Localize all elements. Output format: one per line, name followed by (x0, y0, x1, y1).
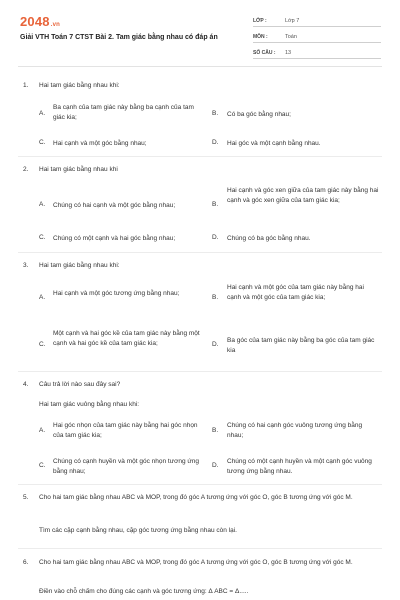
option-c-text[interactable]: Chúng có cạnh huyền và một góc nhọn tương ứng bằng nhau; (53, 458, 199, 475)
logo-suffix: .vn (50, 22, 61, 28)
question-number: 2. (23, 166, 29, 173)
question-number: 5. (23, 494, 29, 501)
option-b-text[interactable]: Có ba góc bằng nhau; (227, 111, 291, 118)
option-d-text[interactable]: Hai góc và một cạnh bằng nhau. (227, 140, 321, 147)
option-d-text[interactable]: Chúng có một cạnh huyền và một cạnh góc vuông tương ứng bằng nhau. (227, 458, 372, 475)
option-letter-c: C. (39, 462, 46, 469)
option-letter-d: D. (212, 139, 219, 146)
question-text: Cho hai tam giác bằng nhau ABC và MOP, trong đó góc A tương ứng với góc O, góc B tương ứng với góc M. (39, 494, 353, 501)
option-a-text[interactable]: Hai góc nhọn của tam giác này bằng hai góc nhọn của tam giác kia; (53, 422, 198, 439)
option-letter-b: B. (212, 201, 219, 208)
option-letter-b: B. (212, 294, 219, 301)
option-b-text[interactable]: Hai cạnh và một góc của tam giác này bằng hai cạnh và một góc của tam giác kia; (227, 284, 364, 301)
option-c-text[interactable]: Chúng có một cạnh và hai góc bằng nhau; (53, 235, 176, 242)
option-a-text[interactable]: Ba cạnh của tam giác này bằng ba cạnh của tam giác kia; (53, 104, 194, 121)
option-d-text[interactable]: Ba góc của tam giác này bằng ba góc của tam giác kia (227, 337, 375, 354)
option-letter-a: A. (39, 427, 46, 434)
meta-subject-label: MÔN : (253, 34, 268, 40)
meta-info (253, 12, 381, 60)
question-text: Hai tam giác bằng nhau khi: (39, 262, 120, 269)
question-text: Hai tam giác bằng nhau khi (39, 166, 118, 173)
question-subtext: Hai tam giác vuông bằng nhau khi: (39, 401, 140, 408)
meta-count-value: 13 (285, 50, 292, 56)
question-text: Cho hai tam giác bằng nhau ABC và MOP, trong đó góc A tương ứng với góc O, góc B tương ứng với góc M. (39, 559, 353, 566)
page-title: Giải VTH Toán 7 CTST Bài 2. Tam giác bằng nhau có đáp án (20, 34, 218, 41)
option-c-text[interactable]: Hai cạnh và một góc bằng nhau; (53, 140, 147, 147)
question-number: 6. (23, 559, 29, 566)
option-letter-d: D. (212, 462, 219, 469)
option-b-text[interactable]: Chúng có hai cạnh góc vuông tương ứng bằng nhau; (227, 422, 363, 439)
meta-class-value: Lớp 7 (285, 18, 300, 24)
option-letter-b: B. (212, 110, 219, 117)
site-logo[interactable] (20, 14, 60, 29)
divider (18, 548, 382, 549)
page-header (0, 0, 400, 62)
option-letter-d: D. (212, 341, 219, 348)
meta-class-label: LỚP : (253, 18, 267, 24)
option-letter-a: A. (39, 294, 46, 301)
question-number: 4. (23, 381, 29, 388)
option-letter-a: A. (39, 110, 46, 117)
question-text: Câu trả lời nào sau đây sai? (39, 381, 121, 388)
option-letter-c: C. (39, 341, 46, 348)
meta-subject-row (253, 28, 381, 43)
option-letter-c: C. (39, 139, 46, 146)
meta-count-label: SỐ CÂU : (253, 50, 276, 56)
option-c-text[interactable]: Một cạnh và hai góc kề của tam giác này bằng một cạnh và hai góc kề của tam giác kia; (53, 330, 200, 347)
option-d-text[interactable]: Chúng có ba góc bằng nhau. (227, 235, 311, 242)
divider (18, 484, 382, 485)
question-subtext: Tìm các cặp cạnh bằng nhau, cặp góc tương ứng bằng nhau còn lại. (39, 527, 237, 534)
option-a-text[interactable]: Chúng có hai cạnh và một góc bằng nhau; (53, 202, 176, 209)
question-number: 3. (23, 262, 29, 269)
logo-text: 2048 (20, 14, 50, 29)
question-subtext: Điền vào chỗ chấm cho đúng các cạnh và góc tương ứng: Δ ABC = Δ..... (39, 588, 249, 595)
option-letter-b: B. (212, 427, 219, 434)
option-letter-a: A. (39, 201, 46, 208)
option-letter-d: D. (212, 234, 219, 241)
option-a-text[interactable]: Hai cạnh và một góc tương ứng bằng nhau; (53, 290, 180, 297)
option-letter-c: C. (39, 234, 46, 241)
meta-class-row (253, 12, 381, 27)
question-number: 1. (23, 82, 29, 89)
question-text: Hai tam giác bằng nhau khi: (39, 82, 120, 89)
meta-subject-value: Toán (285, 34, 297, 40)
divider (18, 252, 382, 253)
meta-count-row (253, 44, 381, 59)
option-b-text[interactable]: Hai cạnh và góc xen giữa của tam giác này bằng hai cạnh và góc xen giữa của tam giác kia; (227, 187, 379, 204)
header-divider (18, 66, 382, 67)
divider (18, 371, 382, 372)
divider (18, 156, 382, 157)
